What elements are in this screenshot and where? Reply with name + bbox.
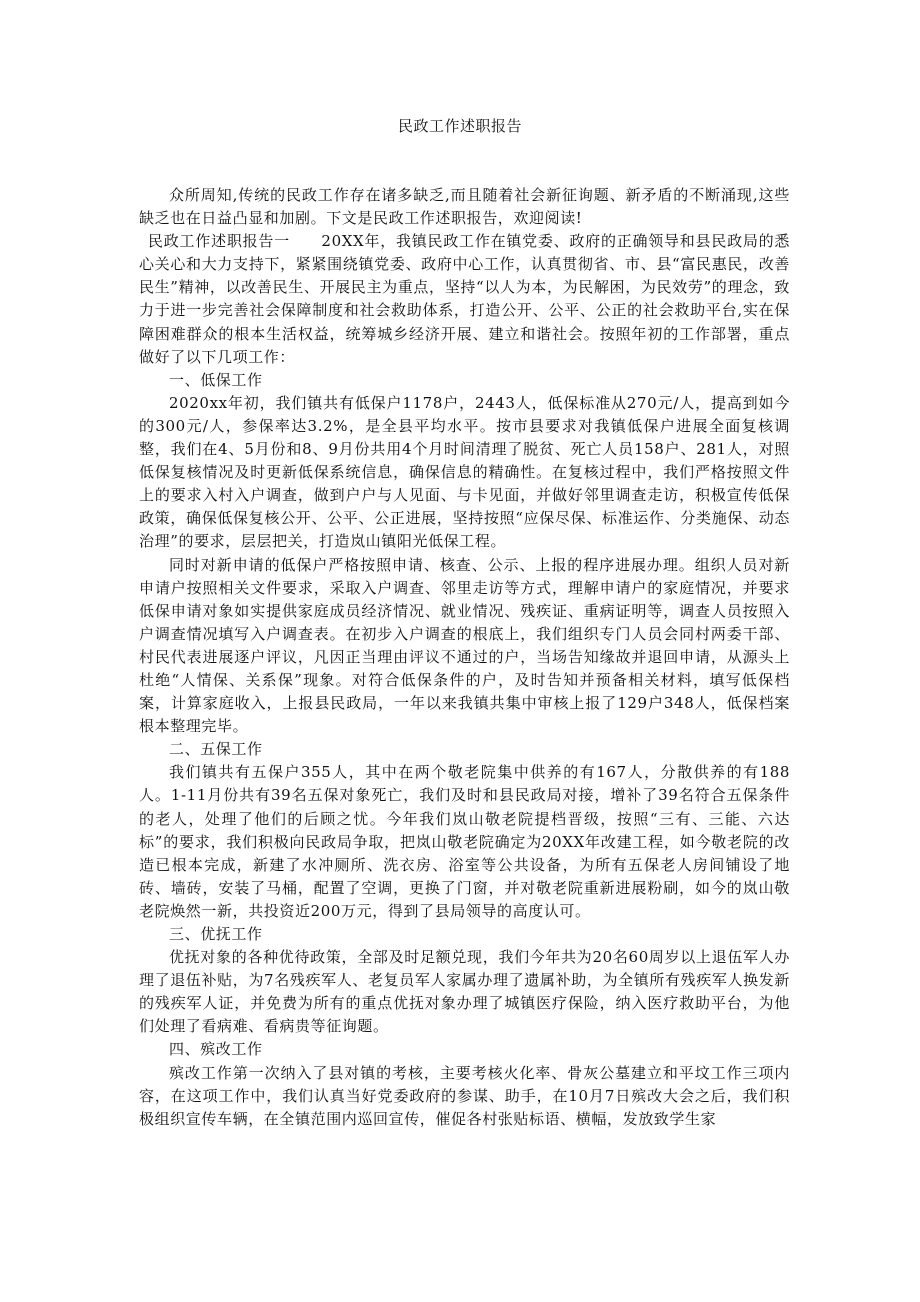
section-heading: 四、殡改工作: [169, 1040, 263, 1059]
body-paragraph: 众所周知,传统的民政工作存在诸多缺乏,而且随着社会新征询题、新矛盾的不断涌现,这些缺乏也在日益凸显和加剧。下文是民政工作述职报告，欢迎阅读!: [139, 186, 790, 228]
section-heading: 二、五保工作: [169, 740, 263, 759]
body-paragraph: 我们镇共有五保户355人，其中在两个敬老院集中供养的有167人，分散供养的有188人。1-11月份共有39名五保对象死亡，我们及时和县民政局对接，增补了39名符合五保条件的老人，处理了他们的后顾之忧。今年我们岚山敬老院提档晋级，按照“三有、三能、六达标”的要求，我们积极向民政局争取，把岚山敬老院确定为20XX年改建工程，如今敬老院的改造已根本完成，新建了水冲厕所、洗衣房、浴室等公共设备，为所有五保老人房间铺设了地砖、墙砖，安装了马桶，配置了空调，更换了门窗，并对敬老院重新进展粉刷，如今的岚山敬老院焕然一新，共投资近200万元，得到了县局领导的高度认可。: [139, 763, 790, 920]
document-title: 民政工作述职报告: [397, 117, 522, 135]
body-paragraph: 优抚对象的各种优待政策，全部及时足额兑现，我们今年共为20名60周岁以上退伍军人办理了退伍补贴，为7名残疾军人、老复员军人家属办理了遗属补助，为全镇所有残疾军人换发新的残疾军人证，并免费为所有的重点优抚对象办理了城镇医疗保险，纳入医疗救助平台，为他们处理了看病难、看病贵等征询题。: [139, 948, 790, 1036]
section-heading: 一、低保工作: [169, 370, 263, 389]
document-body: [139, 184, 790, 1131]
body-paragraph: 同时对新申请的低保户严格按照申请、核查、公示、上报的程序进展办理。组织人员对新申请户按照相关文件要求，采取入户调查、邻里走访等方式，理解申请户的家庭情况，并要求低保申请对象如实提供家庭成员经济情况、就业情况、残疾证、重病证明等，调查人员按照入户调查情况填写入户调查表。在初步入户调查的根底上，我们组织专门人员会同村两委干部、村民代表进展逐户评议，凡因正当理由评议不通过的户，当场告知缘故并退回申请，从源头上杜绝“人情保、关系保”现象。对符合低保条件的户，及时告知并预备相关材料，填写低保档案，计算家庭收入，上报县民政局，一年以来我镇共集中审核上报了129户348人，低保档案根本整理完毕。: [139, 555, 790, 736]
body-paragraph: 民政工作述职报告一 20XX年，我镇民政工作在镇党委、政府的正确领导和县民政局的悉心关心和大力支持下，紧紧围绕镇党委、政府中心工作，认真贯彻省、市、县“富民惠民，改善民生”精神，以改善民生、开展民主为重点，坚持“以人为本，为民解困，为民效劳”的理念，致力于进一步完善社会保障制度和社会救助体系，打造公开、公平、公正的社会救助平台,实在保障困难群众的根本生活权益，统筹城乡经济开展、建立和谐社会。按照年初的工作部署，重点做好了以下几项工作：: [139, 232, 790, 366]
body-paragraph: 殡改工作第一次纳入了县对镇的考核，主要考核火化率、骨灰公墓建立和平坟工作三项内容，在这项工作中，我们认真当好党委政府的参谋、助手，在10月7日殡改大会之后，我们积极组织宣传车辆，在全镇范围内巡回宣传，催促各村张贴标语、横幅，发放致学生家: [139, 1063, 790, 1128]
section-heading: 三、优抚工作: [169, 925, 263, 943]
body-paragraph: 2020xx年初，我们镇共有低保户1178户，2443人，低保标准从270元/人，提高到如今的300元/人，参保率达3.2%，是全县平均水平。按市县要求对我镇低保户进展全面复核调整，我们在4、5月份和8、9月份共用4个月时间清理了脱贫、死亡人员158户、281人，对照低保复核情况及时更新低保系统信息，确保信息的精确性。在复核过程中，我们严格按照文件上的要求入村入户调查，做到户户与人见面、与卡见面，并做好邻里调查走访，积极宣传低保政策，确保低保复核公开、公平、公正进展，坚持按照“应保尽保、标准运作、分类施保、动态治理”的要求，层层把关，打造岚山镇阳光低保工程。: [139, 393, 790, 551]
